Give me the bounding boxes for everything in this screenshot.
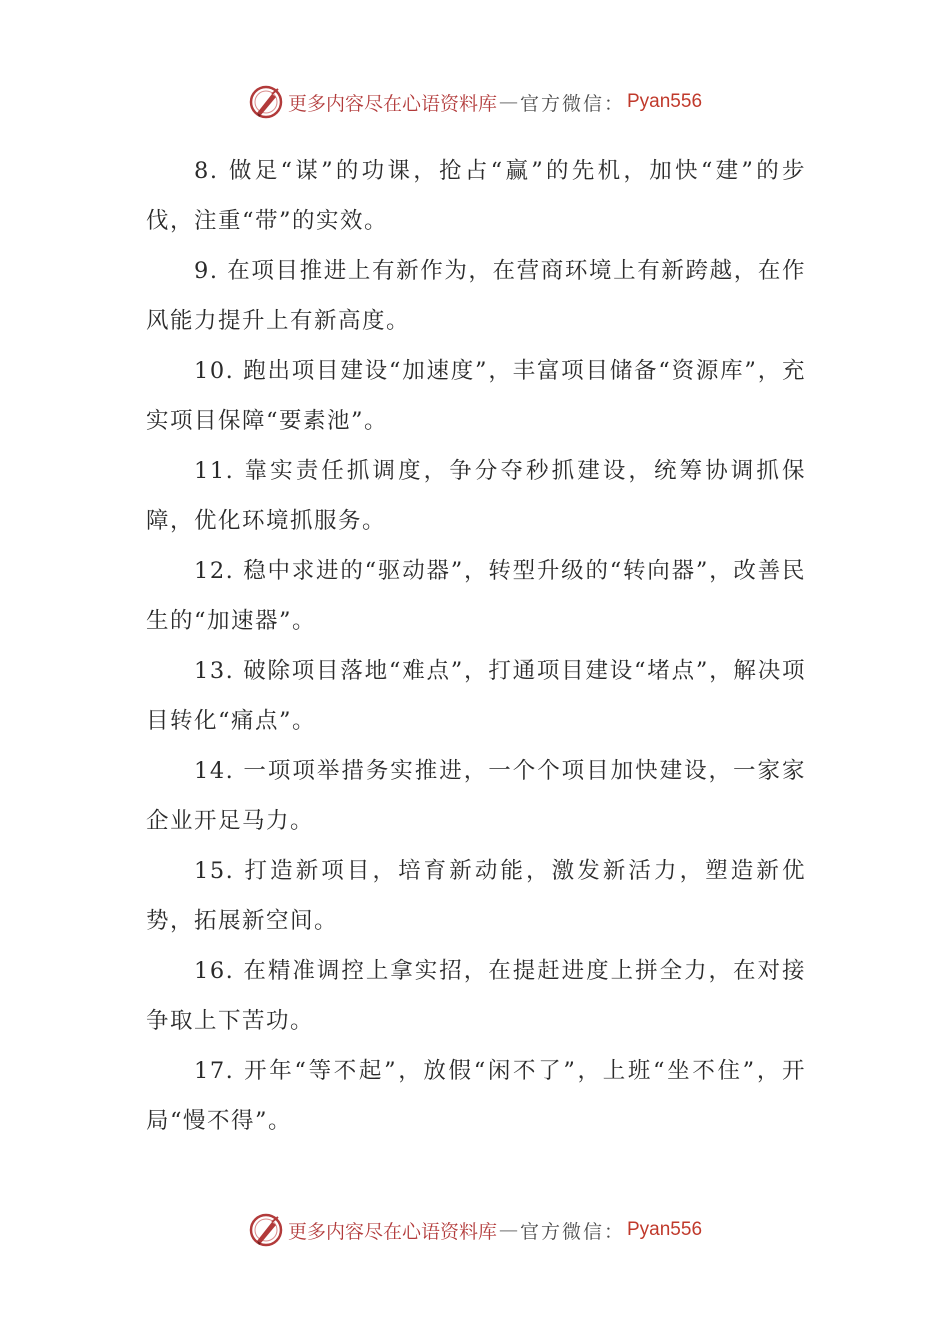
banner-title: 更多内容尽在心语资料库 [287,1220,497,1243]
paragraph-11: 11. 靠实责任抓调度，争分夺秒抓建设，统筹协调抓保障，优化环境抓服务。 [146,458,806,534]
footer-banner [0,1210,950,1250]
paragraph-17: 17. 开年“等不起”，放假“闲不了”，上班“坐不住”，开局“慢不得”。 [146,1058,806,1134]
paragraph-13: 13. 破除项目落地“难点”，打通项目建设“堵点”，解决项目转化“痛点”。 [146,658,806,734]
banner-title: 更多内容尽在心语资料库 [287,92,497,115]
paragraph-9: 9. 在项目推进上有新作为，在营商环境上有新跨越，在作风能力提升上有新高度。 [146,258,806,334]
banner-separator: — [498,91,518,113]
document-body [146,146,806,1146]
header-banner [0,82,950,122]
paragraph-8: 8. 做足“谋”的功课，抢占“赢”的先机，加快“建”的步伐，注重“带”的实效。 [146,158,806,234]
paragraph-12: 12. 稳中求进的“驱动器”，转型升级的“转向器”，改善民生的“加速器”。 [146,558,806,634]
pen-logo-icon [248,1212,284,1248]
banner-separator: — [498,1219,518,1241]
banner-wechat-label: 官方微信： [519,92,625,115]
banner-wechat-id: Pyan556 [627,1219,703,1240]
pen-logo-icon [248,84,284,120]
banner-wechat-id: Pyan556 [627,91,703,112]
paragraph-14: 14. 一项项举措务实推进，一个个项目加快建设，一家家企业开足马力。 [146,758,806,834]
banner-wechat-label: 官方微信： [519,1220,625,1243]
paragraph-10: 10. 跑出项目建设“加速度”，丰富项目储备“资源库”，充实项目保障“要素池”。 [146,358,806,434]
paragraph-16: 16. 在精准调控上拿实招，在提赶进度上拼全力，在对接争取上下苦功。 [146,958,806,1034]
paragraph-15: 15. 打造新项目，培育新动能，激发新活力，塑造新优势，拓展新空间。 [146,858,806,934]
